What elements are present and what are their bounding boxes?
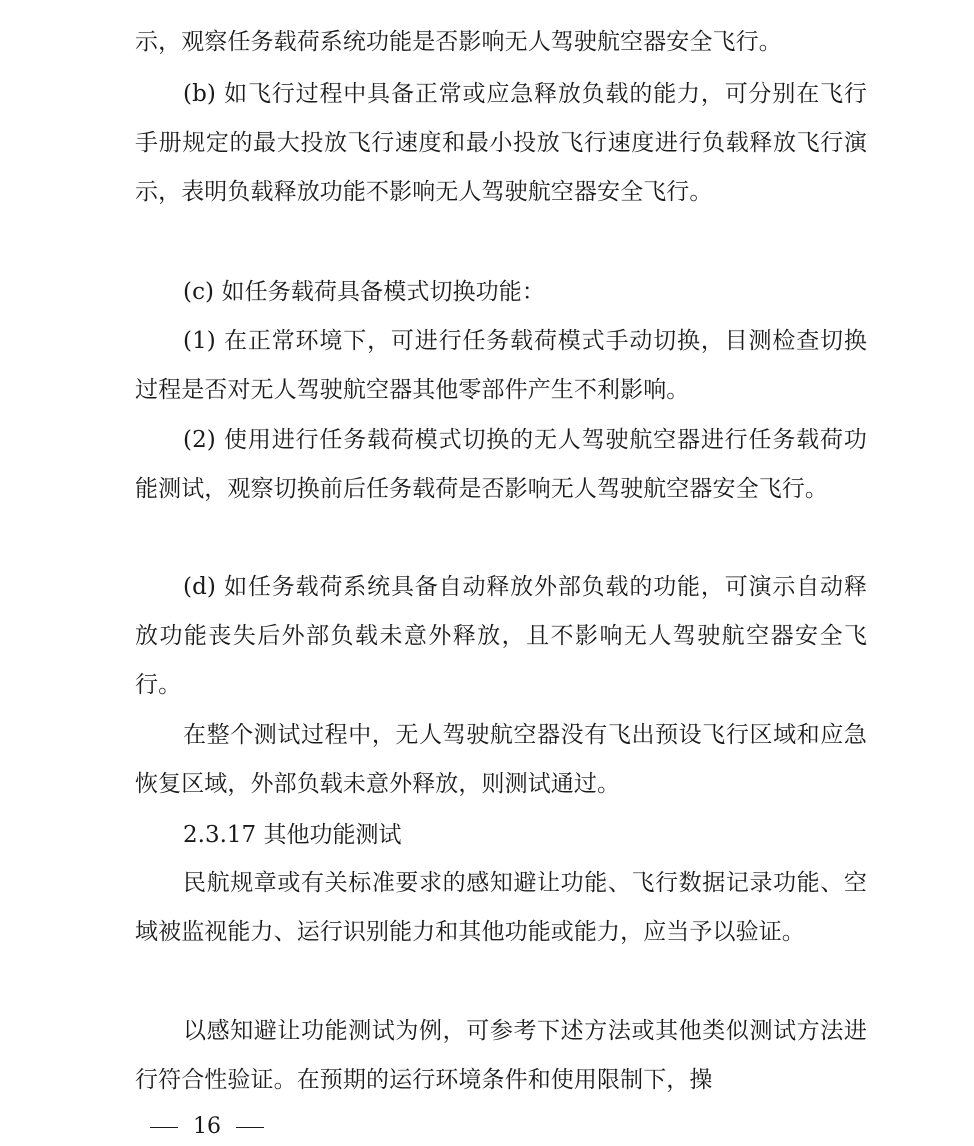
footer-dash-right	[236, 1127, 264, 1128]
paragraph-test-pass: 在整个测试过程中，无人驾驶航空器没有飞出预设飞行区域和应急恢复区域，外部负载未意外释放，则测试通过。	[135, 722, 867, 797]
paragraph-c: (c) 如任务载荷具备模式切换功能：	[183, 279, 545, 305]
paragraph-b: (b) 如飞行过程中具备正常或应急释放负载的能力，可分别在飞行手册规定的最大投放飞行速度和最小投放飞行速度进行负载释放飞行演示，表明负载释放功能不影响无人驾驶航空器安全飞行。	[135, 81, 867, 205]
page-number: 16	[193, 1114, 221, 1139]
page-footer	[150, 1112, 264, 1142]
paragraph-d: (d) 如任务载荷系统具备自动释放外部负载的功能，可演示自动释放功能丧失后外部负载未意外释放，且不影响无人驾驶航空器安全飞行。	[135, 574, 867, 698]
paragraph-c2: (2) 使用进行任务载荷模式切换的无人驾驶航空器进行任务载荷功能测试，观察切换前后任务载荷是否影响无人驾驶航空器安全飞行。	[135, 427, 867, 502]
paragraph-c1: (1) 在正常环境下，可进行任务载荷模式手动切换，目测检查切换过程是否对无人驾驶航空器其他零部件产生不利影响。	[135, 328, 867, 403]
paragraph-detect-avoid: 以感知避让功能测试为例，可参考下述方法或其他类似测试方法进行符合性验证。在预期的运行环境条件和使用限制下，操	[135, 1018, 867, 1093]
footer-dash-left	[150, 1127, 178, 1128]
section-heading: 2.3.17 其他功能测试	[183, 822, 402, 848]
paragraph-continuation: 示，观察任务载荷系统功能是否影响无人驾驶航空器安全飞行。	[135, 29, 782, 55]
paragraph-other-functions: 民航规章或有关标准要求的感知避让功能、飞行数据记录功能、空域被监视能力、运行识别能力和其他功能或能力，应当予以验证。	[135, 870, 867, 945]
